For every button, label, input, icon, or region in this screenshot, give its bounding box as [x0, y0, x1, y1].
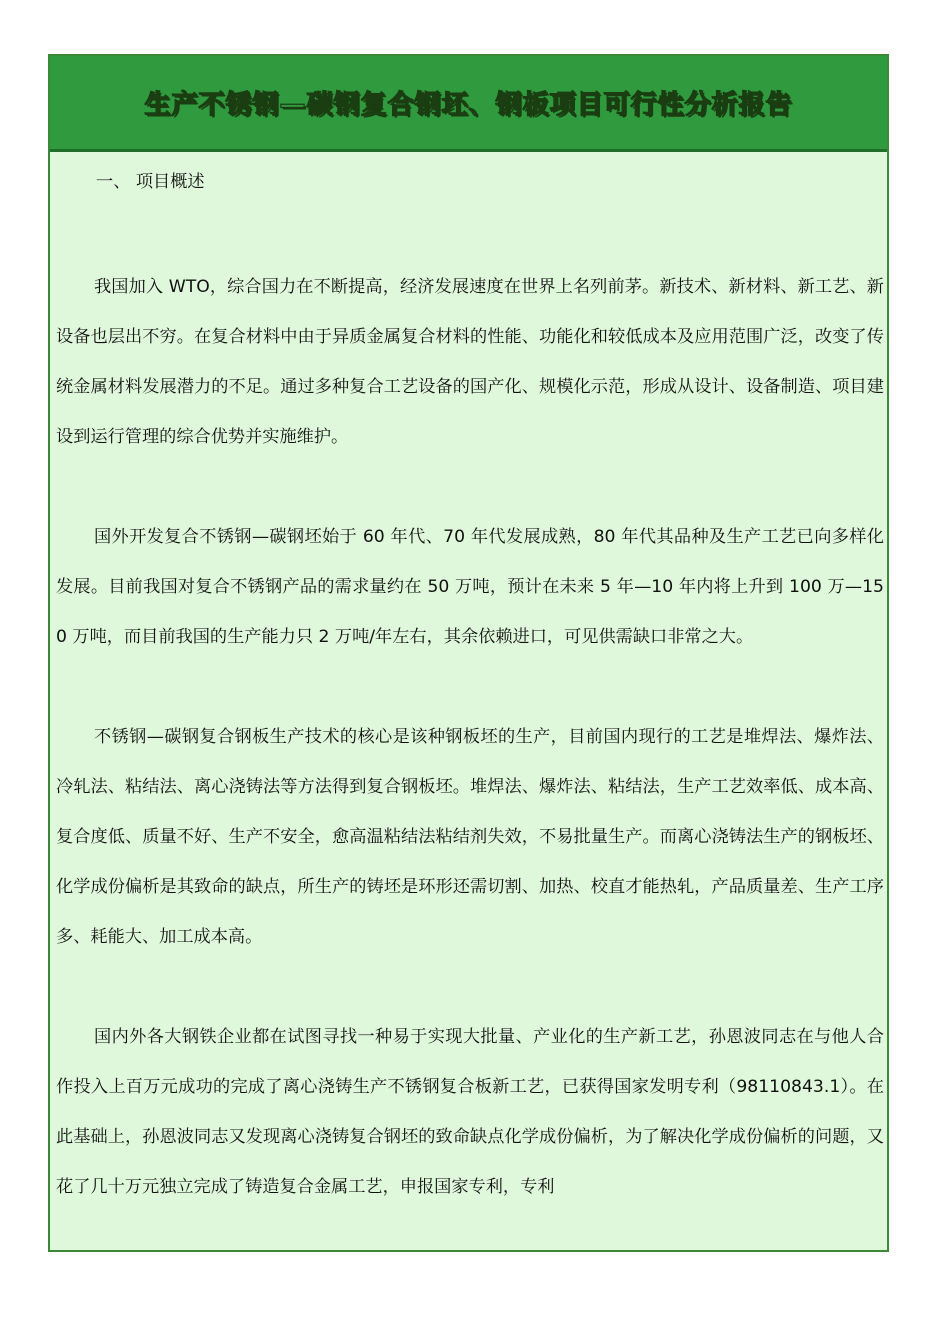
paragraph-2: 国外开发复合不锈钢—碳钢坯始于 60 年代、70 年代发展成熟，80 年代其品种及生产工艺已向多样化发展。目前我国对复合不锈钢产品的需求量约在 50 万吨，预计在未来 5 年—10 年内将上升到 100 万—150 万吨，而目前我国的生产能力只 2 万吨/年左右，其余依赖进口，可见供需缺口非常之大。 [56, 527, 884, 647]
paragraph-3: 不锈钢—碳钢复合钢板生产技术的核心是该种钢板坯的生产，目前国内现行的工艺是堆焊法、爆炸法、冷轧法、粘结法、离心浇铸法等方法得到复合钢板坯。堆焊法、爆炸法、粘结法，生产工艺效率低、成本高、复合度低、质量不好、生产不安全，愈高温粘结法粘结剂失效，不易批量生产。而离心浇铸法生产的钢板坯、化学成份偏析是其致命的缺点，所生产的铸坯是环形还需切割、加热、校直才能热轧，产品质量差、生产工序多、耗能大、加工成本高。 [56, 727, 884, 947]
section-heading: 一、 项目概述 [96, 172, 205, 192]
paragraph-1: 我国加入 WTO，综合国力在不断提高，经济发展速度在世界上名列前茅。新技术、新材料、新工艺、新设备也层出不穷。在复合材料中由于异质金属复合材料的性能、功能化和较低成本及应用范围广泛，改变了传统金属材料发展潜力的不足。通过多种复合工艺设备的国产化、规模化示范，形成从设计、设备制造、项目建设到运行管理的综合优势并实施维护。 [56, 277, 884, 447]
document-frame [48, 54, 889, 1252]
title-bar [50, 56, 887, 152]
document-body [56, 164, 884, 1212]
spacer [56, 962, 884, 1012]
spacer [56, 200, 884, 262]
spacer [56, 462, 884, 512]
spacer [56, 662, 884, 712]
document-title: 生产不锈钢—碳钢复合钢坯、钢板项目可行性分析报告 [144, 90, 793, 120]
paragraph-4: 国内外各大钢铁企业都在试图寻找一种易于实现大批量、产业化的生产新工艺，孙恩波同志在与他人合作投入上百万元成功的完成了离心浇铸生产不锈钢复合板新工艺，已获得国家发明专利（98110843.1）。在此基础上，孙恩波同志又发现离心浇铸复合钢坯的致命缺点化学成份偏析，为了解决化学成份偏析的问题，又花了几十万元独立完成了铸造复合金属工艺，申报国家专利，专利 [56, 1027, 884, 1197]
